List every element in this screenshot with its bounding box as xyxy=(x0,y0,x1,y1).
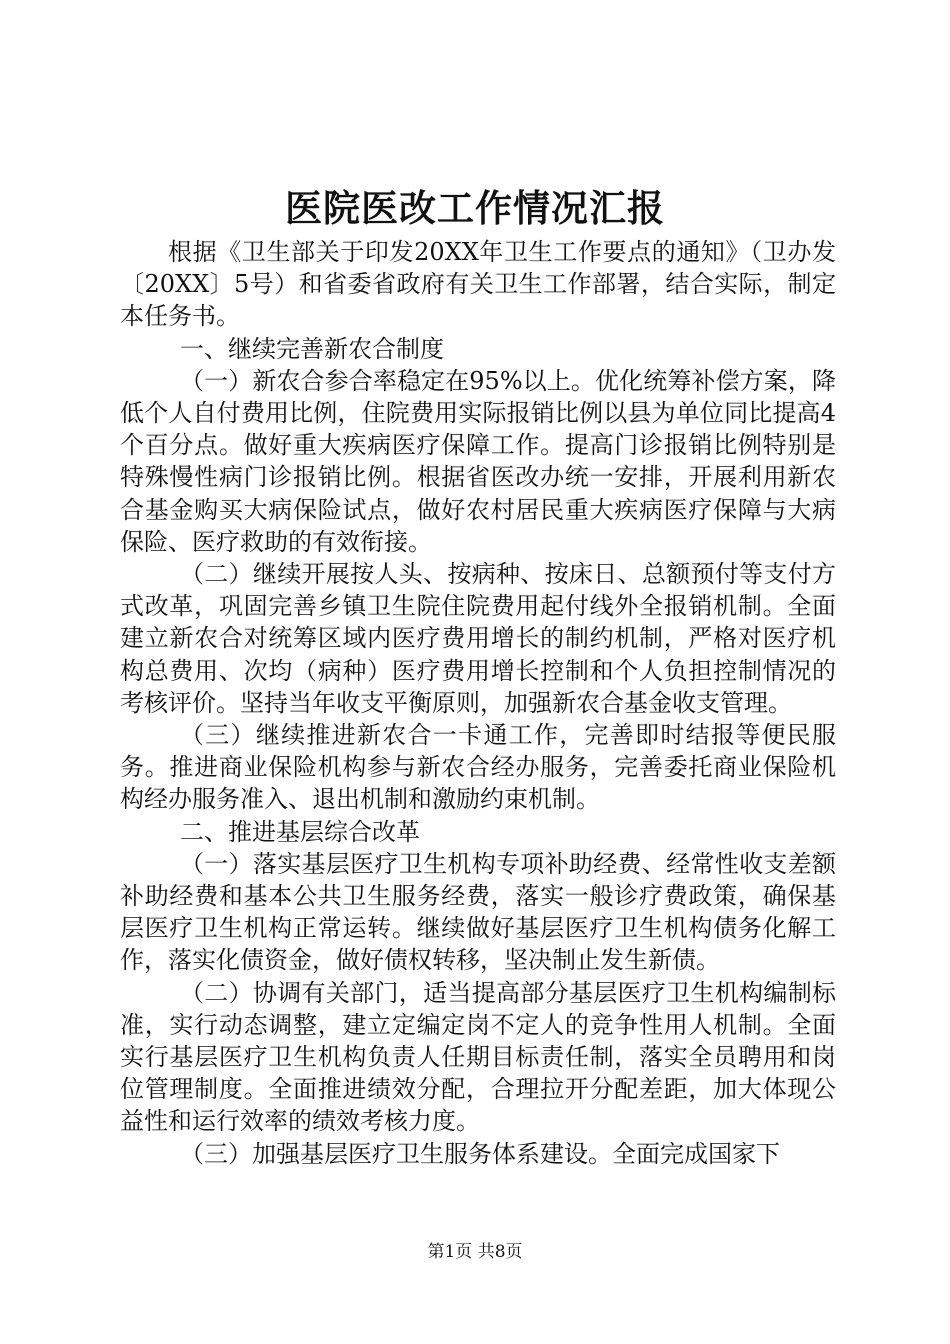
body-paragraph: （一）新农合参合率稳定在95%以上。优化统筹补偿方案，降低个人自付费用比例，住院费用实际报销比例以县为单位同比提高4个百分点。做好重大疾病医疗保障工作。提高门诊报销比例特别是特殊慢性病门诊报销比例。根据省医改办统一安排，开展利用新农合基金购买大病保险试点，做好农村居民重大疾病医疗保障与大病保险、医疗救助的有效衔接。 xyxy=(120,366,836,556)
body-paragraph: （二）继续开展按人头、按病种、按床日、总额预付等支付方式改革，巩固完善乡镇卫生院住院费用起付线外全报销机制。全面建立新农合对统筹区域内医疗费用增长的制约机制，严格对医疗机构总费用、次均（病种）医疗费用增长控制和个人负担控制情况的考核评价。坚持当年收支平衡原则，加强新农合基金收支管理。 xyxy=(120,560,836,717)
page-footer: 第1页 共8页 xyxy=(427,1242,523,1262)
body-paragraph: （三）加强基层医疗卫生服务体系建设。全面完成国家下 xyxy=(180,1139,780,1168)
section-heading: 一、继续完善新农合制度 xyxy=(180,334,444,363)
body-paragraph: （二）协调有关部门，适当提高部分基层医疗卫生机构编制标准，实行动态调整，建立定编定岗不定人的竞争性用人机制。全面实行基层医疗卫生机构负责人任期目标责任制，落实全员聘用和岗位管理制度。全面推进绩效分配，合理拉开分配差距，加大体现公益性和运行效率的绩效考核力度。 xyxy=(120,978,836,1136)
body-paragraph: （三）继续推进新农合一卡通工作，完善即时结报等便民服务。推进商业保险机构参与新农合经办服务，完善委托商业保险机构经办服务准入、退出机制和激励约束机制。 xyxy=(120,721,836,814)
body-paragraph: （一）落实基层医疗卫生机构专项补助经费、经常性收支差额补助经费和基本公共卫生服务经费，落实一般诊疗费政策，确保基层医疗卫生机构正常运转。继续做好基层医疗卫生机构债务化解工作，落实化债资金，做好债权转移，坚决制止发生新债。 xyxy=(120,849,836,975)
document-body xyxy=(120,236,836,1170)
section-heading: 二、推进基层综合改革 xyxy=(180,817,420,846)
intro-paragraph: 根据《卫生部关于印发20XX年卫生工作要点的通知》（卫办发〔20XX〕5号）和省委省政府有关卫生工作部署，结合实际，制定本任务书。 xyxy=(120,238,836,331)
document-title: 医院医改工作情况汇报 xyxy=(285,186,665,230)
